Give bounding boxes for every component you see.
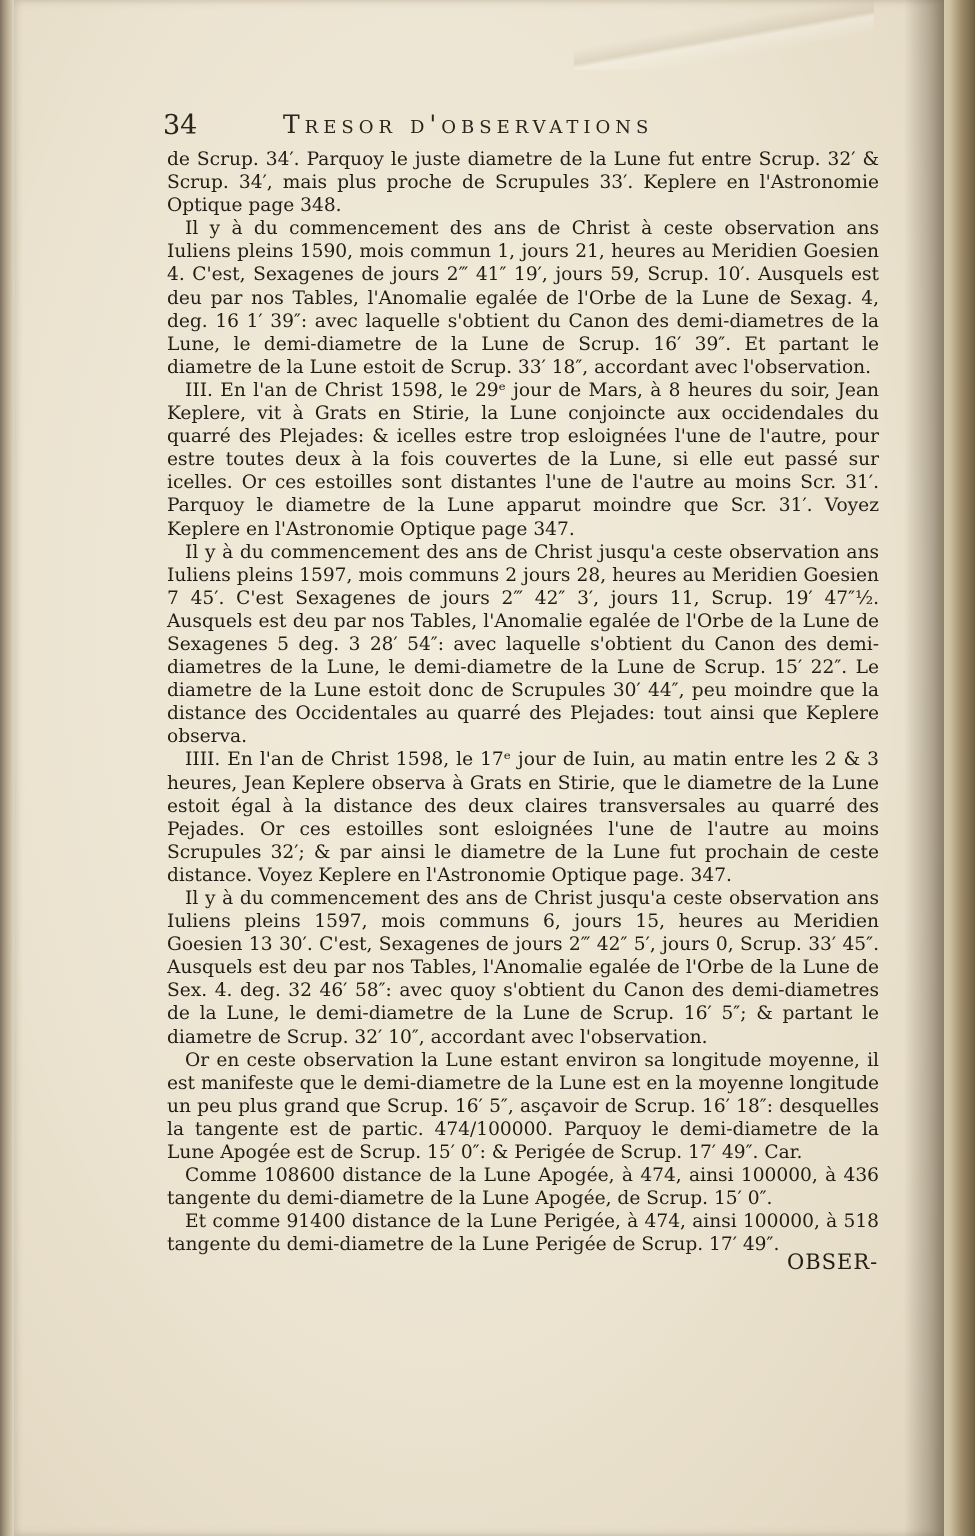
paper-crease: [574, 0, 874, 70]
paragraph: IIII. En l'an de Christ 1598, le 17ᵉ jour de Iuin, au matin entre les 2 & 3 heures, Jean Keplere observa à Grats en Stirie, que le diametre de la Lune estoit égal à la distance des deux claires transversales au quarré des Pejades. Or ces estoilles sont esloignées l'une de l'autre au moins Scrupules 32′; & par ainsi le diametre de la Lune fut prochain de ceste distance. Voyez Keplere en l'Astronomie Optique page. 347.: [167, 749, 879, 886]
paragraph: Il y à du commencement des ans de Christ jusqu'a ceste observation ans Iuliens pleins 1597, mois communs 6, jours 15, heures au Meridien Goesien 13 30′. C'est, Sexagenes de jours 2‴ 42″ 5′, jours 0, Scrup. 33′ 45″. Ausquels est deu par nos Tables, l'Anomalie egalée de l'Orbe de la Lune de Sex. 4. deg. 32 46′ 58″: avec quoy s'obtient du Canon des demi-diametres de la Lune, le demi-diametre de la Lune de Scrup. 16′ 5″; & partant le diametre de Scrup. 32′ 10″, accordant avec l'observation.: [167, 888, 879, 1048]
page-number: 34: [163, 110, 198, 141]
body-text: [167, 148, 879, 1257]
page-header: [163, 110, 783, 150]
paragraph: Il y à du commencement des ans de Christ jusqu'a ceste observation ans Iuliens pleins 1597, mois communs 2 jours 28, heures au Meridien Goesien 7 45′. C'est Sexagenes de jours 2‴ 42″ 3′, jours 11, Scrup. 19′ 47″½. Ausquels est deu par nos Tables, l'Anomalie egalée de l'Orbe de la Lune de Sexagenes 5 deg. 3 28′ 54″: avec laquelle s'obtient du Canon des demi-diametres de la Lune, le demi-diametre de la Lune de Scrup. 15′ 22″. Le diametre de la Lune estoit donc de Scrupules 30′ 44″, peu moindre que la distance des Occidentales au quarré des Plejades: tout ainsi que Keplere observa.: [167, 541, 879, 748]
paragraph: Comme 108600 distance de la Lune Apogée, à 474, ainsi 100000, à 436 tangente du demi-diametre de la Lune Apogée, de Scrup. 15′ 0″.: [167, 1165, 879, 1210]
paragraph: Or en ceste observation la Lune estant environ sa longitude moyenne, il est manifeste que le demi-diametre de la Lune est en la moyenne longitude un peu plus grand que Scrup. 16′ 5″, asçavoir de Scrup. 16′ 18″: desquelles la tangente est de partic. 474/100000. Parquoy le demi-diametre de la Lune Apogée est de Scrup. 15′ 0″: & Perigée de Scrup. 17′ 49″. Car.: [167, 1049, 879, 1164]
paragraph: III. En l'an de Christ 1598, le 29ᵉ jour de Mars, à 8 heures du soir, Jean Keplere, vit à Grats en Stirie, la Lune conjoincte aux occidendales du quarré des Plejades: & icelles estre trop esloignées l'une de l'autre, pour estre toutes deux à la fois couvertes de la Lune, si elle eut passé sur icelles. Or ces estoilles sont distantes l'une de l'autre au moins Scr. 31′. Parquoy le diametre de la Lune apparut moindre que Scr. 31′. Voyez Keplere en l'Astronomie Optique page 347.: [167, 379, 879, 540]
book-page: [14, 0, 944, 1536]
running-title: Tresor d'observations: [283, 110, 654, 139]
spine-shadow: [904, 0, 944, 1536]
paragraph: de Scrup. 34′. Parquoy le juste diametre de la Lune fut entre Scrup. 32′ & Scrup. 34′, mais plus proche de Scrupules 33′. Keplere en l'Astronomie Optique page 348.: [167, 149, 879, 217]
paragraph: Il y à du commencement des ans de Christ à ceste observation ans Iuliens pleins 1590, mois commun 1, jours 21, heures au Meridien Goesien 4. C'est, Sexagenes de jours 2‴ 41″ 19′, jours 59, Scrup. 10′. Ausquels est deu par nos Tables, l'Anomalie egalée de l'Orbe de la Lune de Sexag. 4, deg. 16 1′ 39″: avec laquelle s'obtient du Canon des demi-diametres de la Lune, le demi-diametre de la Lune de Scrup. 16′ 39″. Et partant le diametre de la Lune estoit de Scrup. 33′ 18″, accordant avec l'observation.: [167, 218, 879, 378]
paragraph: Et comme 91400 distance de la Lune Perigée, à 474, ainsi 100000, à 518 tangente du demi-diametre de la Lune Perigée de Scrup. 17′ 49″.: [167, 1211, 879, 1256]
catchword: OBSER-: [787, 1250, 879, 1274]
